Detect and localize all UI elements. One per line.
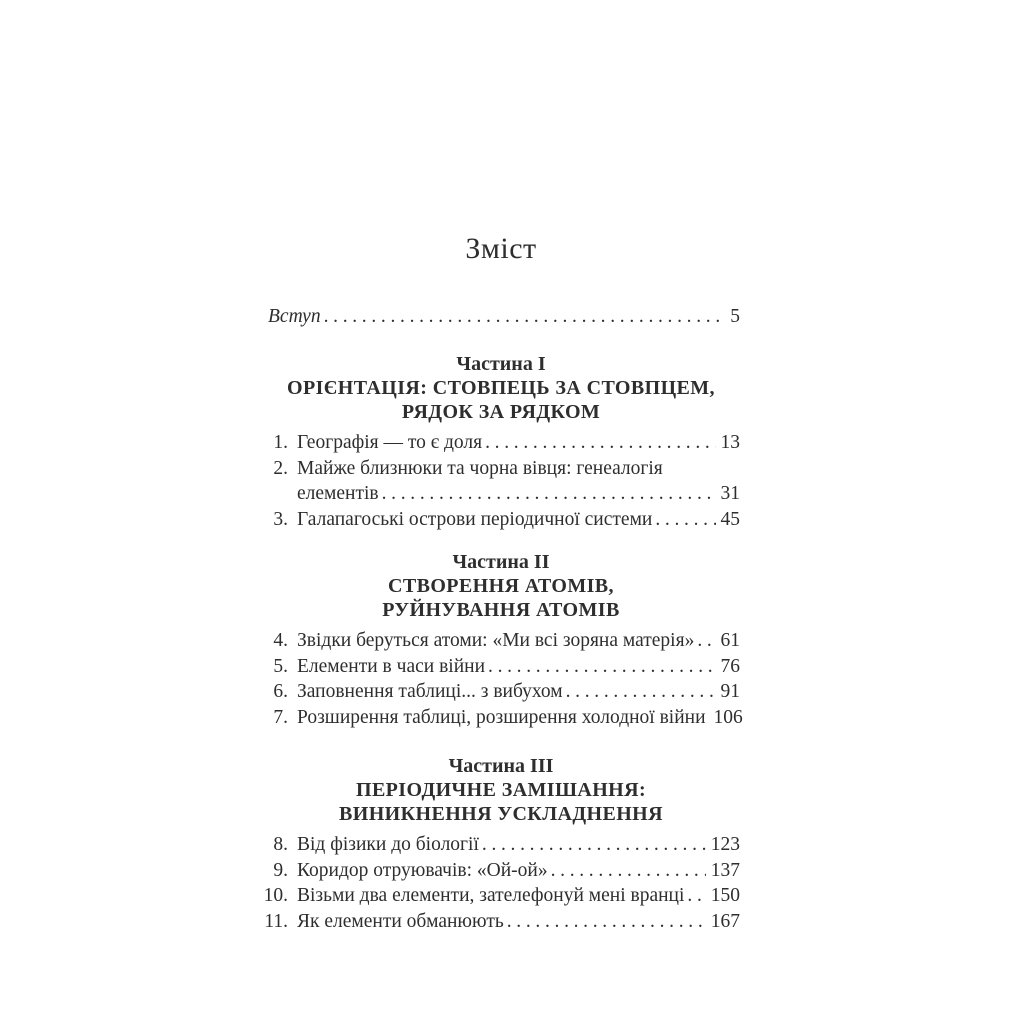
part-heading-line: РЯДОК ЗА РЯДКОМ [401, 401, 601, 423]
toc-entry-page: 61 [720, 630, 740, 651]
toc-entry [262, 909, 740, 935]
toc-section-part-2 [262, 550, 743, 730]
dot-leader [687, 883, 705, 909]
toc-entry-title: Елементи в часи війни [297, 655, 486, 677]
toc-entry-title: Візьми два елементи, зателефонуй мені вранці [297, 885, 685, 906]
part-label: Частина II [452, 551, 550, 573]
part-heading-line: СТВОРЕННЯ АТОМІВ, [388, 575, 614, 597]
toc-entry-number: 11. [264, 910, 288, 932]
dot-leader [566, 679, 716, 705]
part-heading-line: ОРІЄНТАЦІЯ: СТОВПЕЦЬ ЗА СТОВПЦЕМ, [287, 377, 715, 399]
toc-entry-title: Майже близнюки та чорна вівця: генеалогія [297, 457, 663, 479]
toc-entry-title: Як елементи обманюють [297, 910, 504, 932]
toc-entry-page: 150 [710, 885, 740, 906]
intro-page-number: 5 [730, 306, 740, 327]
dot-leader [655, 507, 715, 533]
toc-entry-number: 8. [273, 834, 288, 855]
toc-entries [262, 430, 740, 532]
toc-section-part-3 [262, 754, 740, 934]
toc-entry-page: 167 [710, 910, 740, 932]
part-heading-line: ПЕРІОДИЧНЕ ЗАМІШАННЯ: [355, 779, 647, 801]
dot-leader [551, 858, 706, 884]
toc-entry-title: Розширення таблиці, розширення холодної війни [297, 706, 706, 728]
toc-entry-title: Коридор отруювачів: «Ой-ой» [297, 859, 548, 881]
toc-entries [262, 832, 740, 934]
toc-entry-number: 10. [263, 885, 288, 906]
toc-entry-title: Звідки беруться атоми: «Ми всі зоряна матерія» [297, 630, 695, 651]
dot-leader [324, 304, 726, 330]
toc-entry-number: 4. [273, 630, 288, 651]
toc-entry [262, 679, 740, 705]
toc-entry-number: 2. [273, 457, 288, 479]
part-label: Частина I [456, 353, 546, 375]
toc-entries [262, 628, 743, 730]
toc-entry [262, 456, 740, 482]
dot-leader [697, 628, 715, 654]
dot-leader [507, 909, 706, 935]
toc-section-part-1 [262, 352, 740, 532]
toc-entry-title-continued: елементів [297, 483, 379, 504]
toc-entry [262, 507, 740, 533]
toc-entry-continuation [262, 481, 740, 507]
toc-entry-number: 3. [273, 508, 288, 530]
toc-entry [262, 883, 740, 909]
page-title: Зміст [465, 232, 537, 265]
toc-entry-title: Заповнення таблиці... з вибухом [297, 681, 563, 702]
toc-entry-page: 13 [720, 432, 740, 453]
toc-intro-row [262, 304, 740, 330]
part-label: Частина III [448, 755, 554, 777]
dot-leader [488, 654, 715, 680]
toc-entry [262, 858, 740, 884]
intro-label: Вступ [268, 306, 321, 327]
toc-entry [262, 705, 743, 731]
toc-entry [262, 628, 740, 654]
toc-entry-page: 123 [710, 834, 740, 855]
dot-leader [482, 832, 706, 858]
toc-entry-number: 6. [273, 681, 288, 702]
dot-leader [382, 481, 716, 507]
toc-entry-page: 45 [720, 508, 740, 530]
part-heading-line: ВИНИКНЕННЯ УСКЛАДНЕННЯ [339, 803, 663, 825]
toc-entry-page: 31 [720, 483, 740, 504]
toc-entry-page: 106 [713, 706, 743, 728]
toc-entry-title: Галапагоські острови періодичної системи [297, 508, 653, 530]
table-of-contents [262, 232, 743, 934]
toc-entry-number: 5. [273, 655, 288, 677]
toc-entry-number: 9. [273, 859, 288, 881]
toc-entry [262, 832, 740, 858]
toc-entry-number: 1. [273, 432, 288, 453]
dot-leader [485, 430, 715, 456]
toc-entry-title: Від фізики до біології [297, 834, 479, 855]
toc-entry [262, 654, 740, 680]
toc-entry-page: 137 [710, 859, 740, 881]
toc-entry-title: Географія — то є доля [297, 432, 483, 453]
toc-entry-page: 91 [720, 681, 740, 702]
toc-entry-number: 7. [273, 706, 288, 728]
part-heading-line: РУЙНУВАННЯ АТОМІВ [382, 599, 620, 621]
toc-entry [262, 430, 740, 456]
toc-entry-page: 76 [720, 655, 740, 677]
